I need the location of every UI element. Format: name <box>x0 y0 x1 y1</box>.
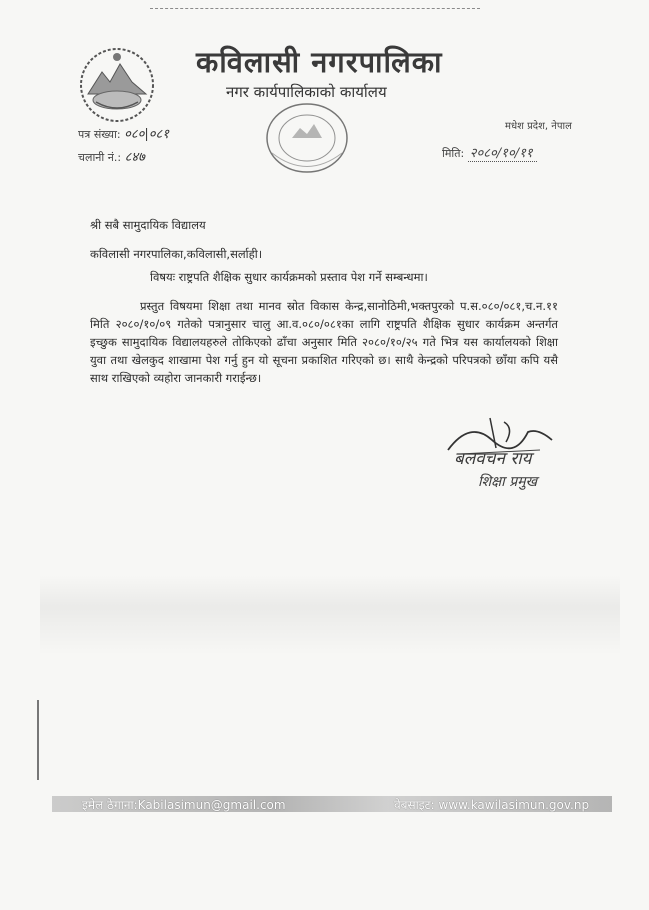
province-label: मधेश प्रदेश, नेपाल <box>505 121 572 132</box>
subject-line: विषयः राष्ट्रपति शैक्षिक सुधार कार्यक्रमको प्रस्ताव पेश गर्ने सम्बन्धमा। <box>150 270 428 284</box>
letter-number-value: ०८०|०८१ <box>124 127 170 142</box>
letter-number-label: पत्र संख्या: <box>78 128 121 141</box>
date-value: २०८०/१०/११ <box>468 146 537 162</box>
dispatch-number-label: चलानी नं.: <box>78 151 122 164</box>
footer-email: इमेल ठेगाना:Kabilasimun@gmail.com <box>82 798 286 812</box>
signatory-stamp <box>450 444 565 494</box>
scan-shading <box>40 575 620 655</box>
municipality-title: कविलासी नगरपालिका <box>196 45 443 79</box>
date-label: मिति: <box>442 147 465 160</box>
scan-left-rule <box>37 700 39 780</box>
date-row <box>442 143 537 161</box>
signatory-name: बलवचन राय <box>454 449 532 469</box>
letter-body-paragraph: प्रस्तुत विषयमा शिक्षा तथा मानव स्रोत विकास केन्द्र,सानोठिमी,भक्तपुरको प.स.०८०/०८१,च.न.११ मिति २०८०/१०/०९ गतेको पत्रानुसार चालु आ.व.०८०/०८१का लागि राष्ट्रपति शैक्षिक सुधार कार्यक्रम अन्तर्गत इच्छुक सामुदायिक विद्यालयहरुले तोकिएको ढाँचा अनुसार मिति २०८०/१०/२५ गते भित्र यस कार्यालयको शिक्षा युवा तथा खेलकुद शाखामा पेश गर्नु हुन यो सूचना प्रकाशित गरिएको छ। साथै केन्द्रको परिपत्रको छाँया कपि यसै साथ राखिएको व्यहोरा जानकारी गराईन्छ। <box>90 299 558 385</box>
official-stamp-icon <box>262 98 352 178</box>
letter-footer <box>52 793 612 817</box>
dispatch-number-value: ८४७ <box>124 150 145 165</box>
office-subtitle: नगर कार्यपालिकाको कार्यालय <box>226 83 387 101</box>
government-emblem-icon <box>74 42 160 128</box>
signatory-designation: शिक्षा प्रमुख <box>478 474 538 490</box>
recipient-line-2: कविलासी नगरपालिका,कविलासी,सर्लाही। <box>90 247 263 261</box>
letter-number-row <box>78 124 169 142</box>
scan-top-rule <box>150 8 480 9</box>
recipient-line-1: श्री सबै सामुदायिक विद्यालय <box>90 218 206 232</box>
dispatch-number-row <box>78 147 145 165</box>
footer-website: वेबसाइट: www.kawilasimun.gov.np <box>394 798 590 812</box>
